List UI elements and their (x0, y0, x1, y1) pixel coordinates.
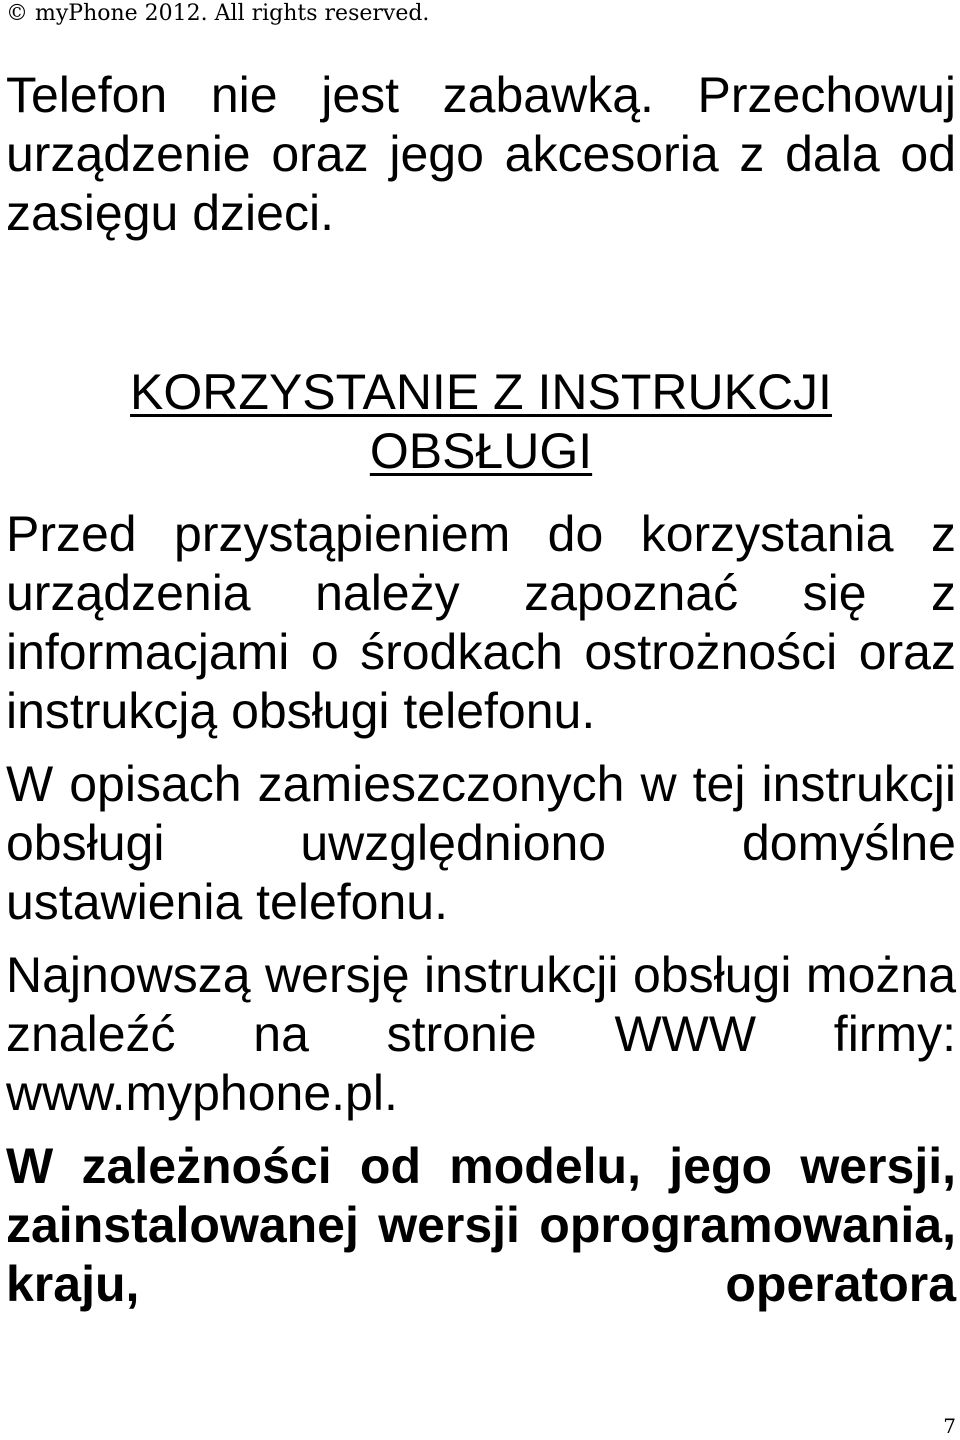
paragraph-latest-version: Najnowszą wersję instrukcji obsługi można znaleźć na stronie WWW firmy: www.myphone.pl. (6, 947, 956, 1121)
spacer (6, 481, 956, 505)
spacer (6, 1123, 956, 1137)
section-heading (6, 363, 956, 481)
page-content (6, 66, 956, 1314)
spacer (6, 932, 956, 946)
paragraph-model-dependency: W zależności od modelu, jego wersji, zainstalowanej wersji oprogramowania, kraju, operatora (6, 1138, 956, 1312)
paragraph-default-settings: W opisach zamieszczonych w tej instrukcji obsługi uwzględniono domyślne ustawienia telefonu. (6, 756, 956, 930)
section-heading-line2: OBSŁUGI (369, 423, 593, 479)
spacer (6, 741, 956, 755)
safety-warning: Telefon nie jest zabawką. Przechowuj urządzenie oraz jego akcesoria z dala od zasięgu dzieci. (6, 67, 956, 241)
paragraph-safety-info: Przed przystąpieniem do korzystania z urządzenia należy zapoznać się z informacjami o środkach ostrożności oraz instrukcją obsługi telefonu. (6, 506, 956, 739)
section-heading-line1: KORZYSTANIE Z INSTRUKCJI (130, 364, 832, 420)
page-number: 7 (943, 1414, 956, 1438)
copyright-notice: © myPhone 2012. All rights reserved. (6, 1, 430, 26)
spacer (6, 243, 956, 363)
